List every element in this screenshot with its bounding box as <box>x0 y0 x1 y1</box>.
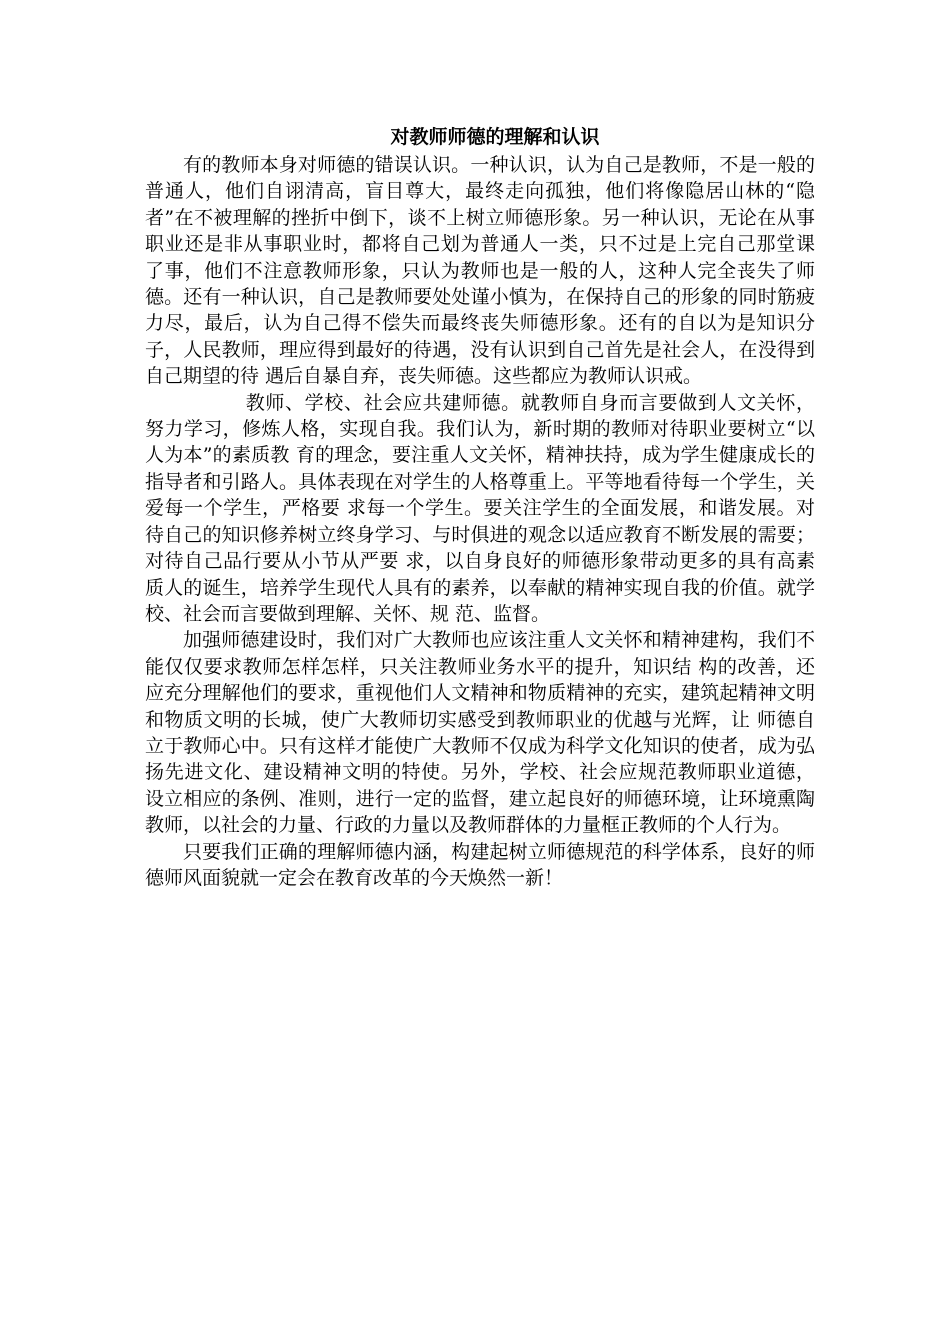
document-title: 对教师师德的理解和认识 <box>390 126 600 148</box>
paragraph-joint-building: 教师、学校、社会应共建师德。就教师自身而言要做到人文关怀，努力学习，修炼人格，实现自我。我们认为，新时期的教师对待职业要树立“以人为本”的素质教 育的理念，要注重人文关怀，精神扶持，成为学生健康成长的指导者和引路人。具体表现在对学生的人格尊重上。平等地看待每一个学生，关爱每一个学生，严格要 求每一个学生。要关注学生的全面发展，和谐发展。对待自己的知识修养树立终身学习、与时俱进的观念以适应教育不断发展的需要；对待自己品行要从小节从严要 求，以自身良好的师德形象带动更多的具有高素质人的诞生，培养学生现代人具有的素养，以奉献的精神实现自我的价值。就学校、社会而言要做到理解、关怀、规 范、监督。 <box>145 391 815 625</box>
paragraph-strengthening: 加强师德建设时，我们对广大教师也应该注重人文关怀和精神建构，我们不能仅仅要求教师怎样怎样，只关注教师业务水平的提升，知识结 构的改善，还应充分理解他们的要求，重视他们人文精神和物质精神的充实，建筑起精神文明和物质文明的长城，使广大教师切实感受到教师职业的优越与光辉，让 师德自立于教师心中。只有这样才能使广大教师不仅成为科学文化知识的使者，成为弘扬先进文化、建设精神文明的特使。另外，学校、社会应规范教师职业道德， 设立相应的条例、准则，进行一定的监督，建立起良好的师德环境，让环境熏陶教师，以社会的力量、行政的力量以及教师群体的力量框正教师的个人行为。 <box>145 629 815 837</box>
paragraph-misconceptions: 有的教师本身对师德的错误认识。一种认识，认为自己是教师，不是一般的普通人，他们自诩清高，盲目尊大，最终走向孤独，他们将像隐居山林的“隐者”在不被理解的挫折中倒下，谈不上树立师德形象。另一种认识，无论在从事职业还是非从事职业时，都将自己划为普通人一类，只不过是上完自己那堂课 了事，他们不注意教师形象，只认为教师也是一般的人，这种人完全丧失了师德。还有一种认识，自己是教师要处处谨小慎为，在保持自己的形象的同时筋疲力尽，最后，认为自己得不偿失而最终丧失师德形象。还有的自以为是知识分子，人民教师，理应得到最好的待遇，没有认识到自己首先是社会人，在没得到自己期望的待 遇后自暴自弃，丧失师德。这些都应为教师认识戒。 <box>145 154 815 388</box>
paragraph-conclusion: 只要我们正确的理解师德内涵，构建起树立师德规范的科学体系，良好的师德师风面貌就一定会在教育改革的今天焕然一新！ <box>145 840 815 889</box>
document-body <box>145 122 815 891</box>
